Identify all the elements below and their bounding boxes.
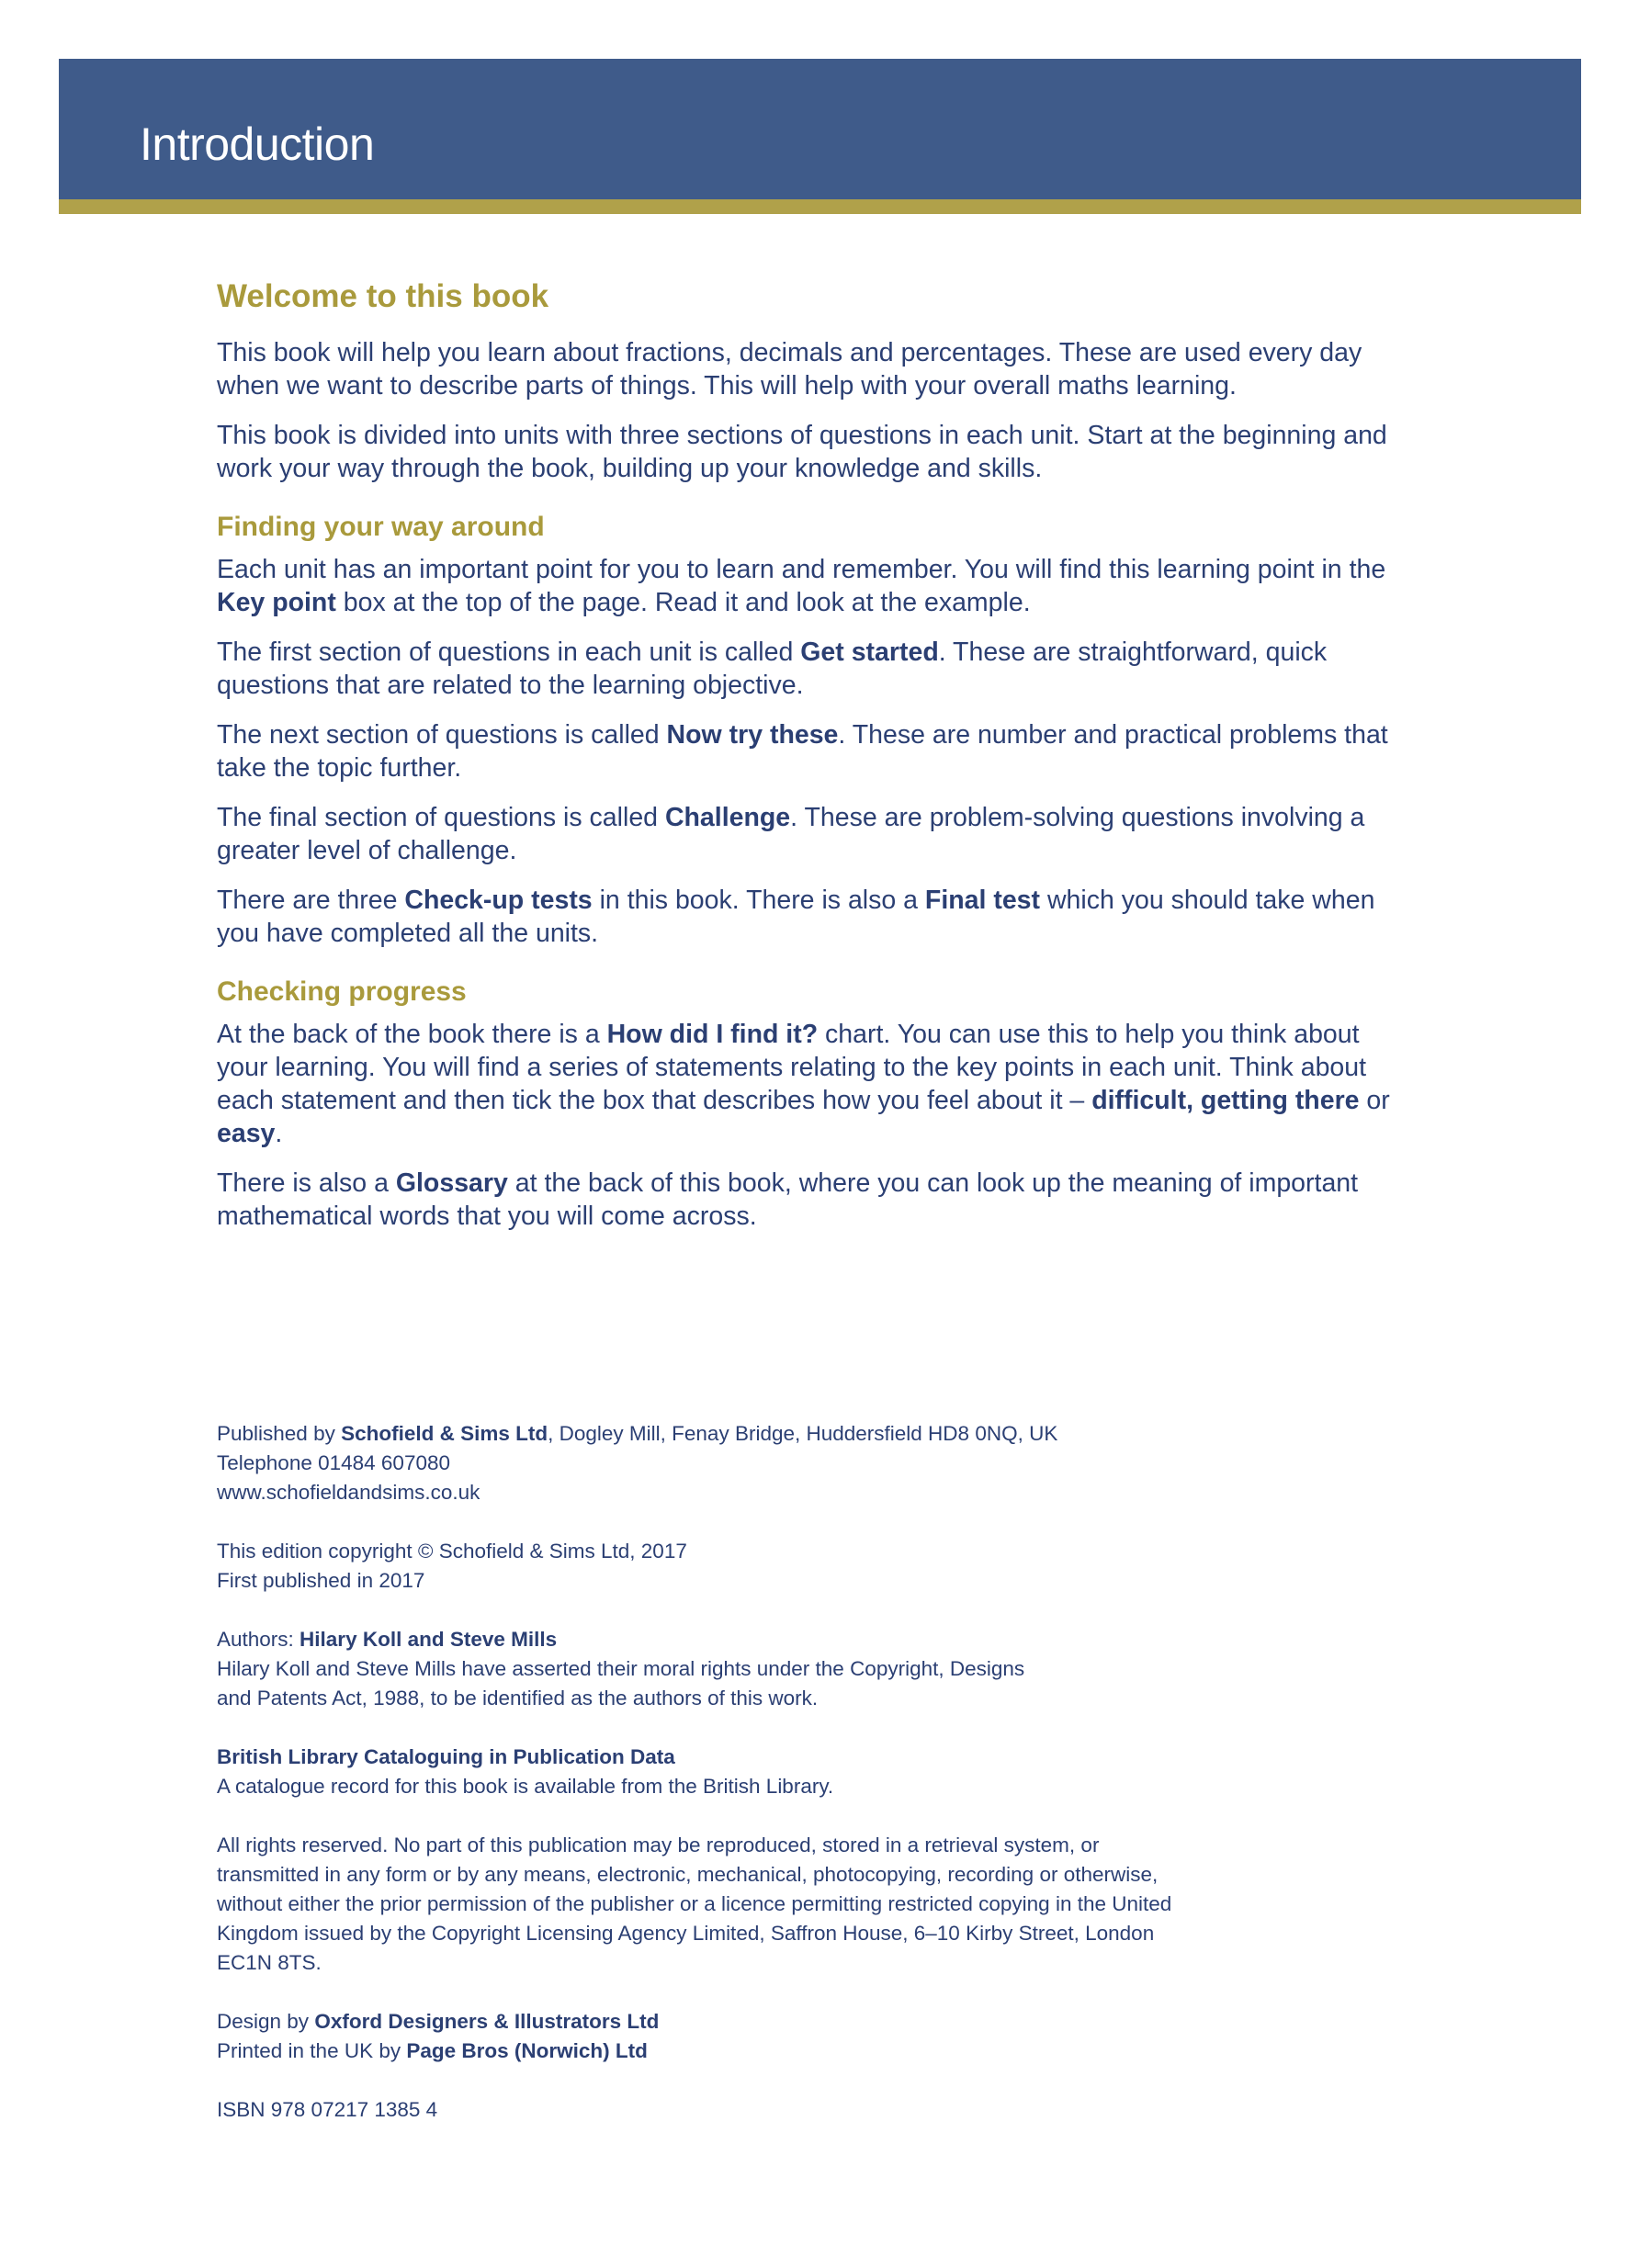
main-content (217, 276, 1411, 1249)
isbn: ISBN 978 07217 1385 4 (217, 2098, 438, 2121)
progress-paragraph-1: At the back of the book there is a How did I find it? chart. You can use this to help you think about your learning. You will find a series of statements relating to the key points in each unit. Think about each statement and then tick the box that describes how you feel about it – difficult, getting there or easy. (217, 1020, 1390, 1148)
cip-block: British Library Cataloguing in Publication Data A catalogue record for this book is available from the British Library. (217, 1745, 834, 1798)
page-title: Introduction (140, 118, 375, 170)
progress-paragraph-2: There is also a Glossary at the back of this book, where you can look up the meaning of important mathematical words that you will come across. (217, 1168, 1359, 1231)
design-print-block: Design by Oxford Designers & Illustrators Ltd Printed in the UK by Page Bros (Norwich) Ltd (217, 2010, 660, 2062)
finding-paragraph-1: Each unit has an important point for you to learn and remember. You will find this learning point in the Key point box at the top of the page. Read it and look at the example. (217, 555, 1386, 617)
finding-heading: Finding your way around (217, 512, 545, 542)
finding-paragraph-4: The final section of questions is called Challenge. These are problem-solving questions involving a greater level of challenge. (217, 803, 1365, 865)
header-accent-stripe (59, 199, 1581, 214)
website-link: www.schofieldandsims.co.uk (217, 1481, 480, 1504)
welcome-paragraph-2: This book is divided into units with three sections of questions in each unit. Start at the beginning and work your way through the book, building up your knowledge and skills. (217, 421, 1387, 483)
imprint-block (217, 1419, 1227, 2154)
telephone: Telephone 01484 607080 (217, 1451, 450, 1474)
finding-paragraph-2: The first section of questions in each unit is called Get started. These are straightforward, quick questions that are related to the learning objective. (217, 638, 1328, 700)
progress-heading: Checking progress (217, 976, 467, 1007)
welcome-paragraph-1: This book will help you learn about fractions, decimals and percentages. These are used every day when we want to describe parts of things. This will help with your overall maths learning. (217, 338, 1362, 401)
finding-paragraph-5: There are three Check-up tests in this book. There is also a Final test which you should take when you have completed all the units. (217, 886, 1375, 948)
publisher-block: Published by Schofield & Sims Ltd, Dogley Mill, Fenay Bridge, Huddersfield HD8 0NQ, UK Telephone 01484 607080 www.schofieldandsims.co.uk (217, 1422, 1058, 1504)
copyright-block: This edition copyright © Schofield & Sims Ltd, 2017 First published in 2017 (217, 1540, 687, 1592)
finding-paragraph-3: The next section of questions is called Now try these. These are number and practical problems that take the topic further. (217, 720, 1388, 783)
rights-block: All rights reserved. No part of this publication may be reproduced, stored in a retrieval system, or transmitted in any form or by any means, electronic, mechanical, photocopying, recording or otherwise, without either the prior permission of the publisher or a licence permitting restricted copying in the United Kingdom issued by the Copyright Licensing Agency Limited, Saffron House, 6–10 Kirby Street, London EC1N 8TS. (217, 1834, 1172, 1974)
authors-block: Authors: Hilary Koll and Steve Mills Hilary Koll and Steve Mills have asserted their moral rights under the Copyright, Designs and Patents Act, 1988, to be identified as the authors of this work. (217, 1628, 1025, 1709)
welcome-heading: Welcome to this book (217, 278, 549, 314)
